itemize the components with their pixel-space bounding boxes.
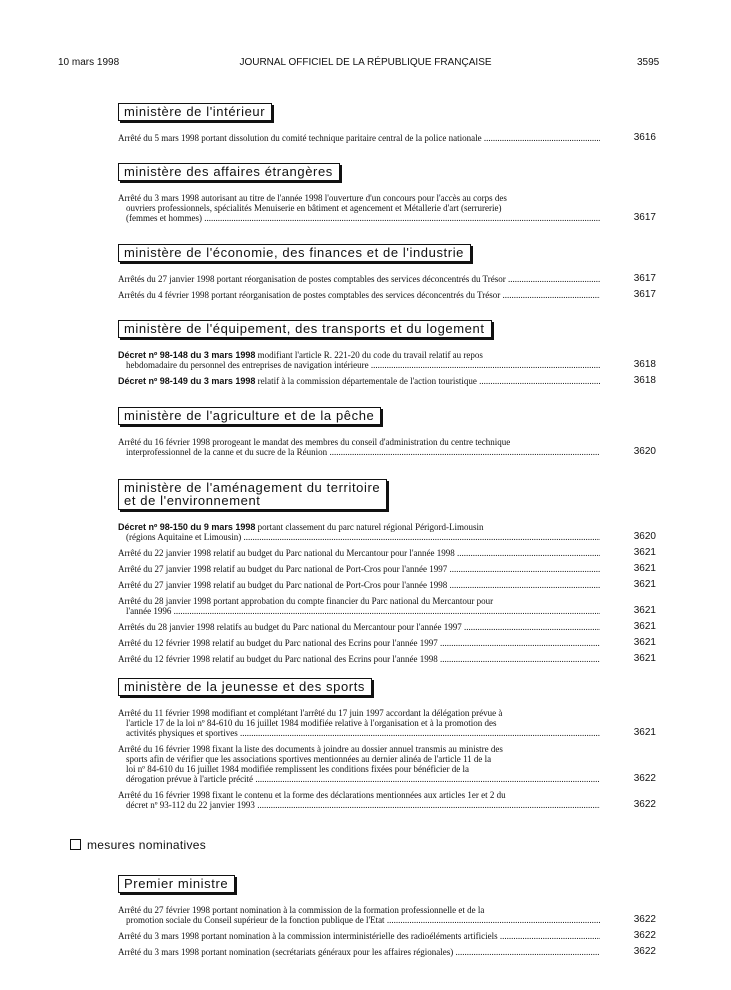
- entry-list: [118, 708, 660, 810]
- entry-text-line: [118, 596, 600, 606]
- entry-line-text: Arrêté du 27 janvier 1998 relatif au budget du Parc national de Port-Cros pour l'année 1998: [118, 580, 448, 590]
- entry-line-text: Arrêté du 11 février 1998 modifiant et complétant l'arrêté du 17 juin 1997 accordant la délégation prévue à: [118, 708, 503, 718]
- entry-list: [118, 905, 660, 957]
- entry-text-line: [118, 622, 600, 632]
- entry-text-line: [118, 774, 600, 784]
- entry-line-text: (femmes et hommes): [126, 213, 202, 223]
- toc-entry[interactable]: [118, 744, 660, 784]
- entry-page-number: 3616: [633, 132, 656, 143]
- entry-page-number: 3621: [633, 579, 656, 590]
- entry-line-text: relatif à la commission départementale de l'action touristique: [255, 376, 477, 386]
- entry-list: [118, 193, 660, 223]
- ministry-title-box: [118, 678, 372, 696]
- entry-line-text: Arrêté du 12 février 1998 relatif au budget du Parc national des Ecrins pour l'année 1998: [118, 654, 438, 664]
- entry-line-text: interprofessionnel de la canne et du sucre de la Réunion: [126, 447, 328, 457]
- entry-text-line: [118, 800, 600, 810]
- toc-entry[interactable]: [118, 580, 660, 590]
- toc-entry[interactable]: [118, 548, 660, 558]
- entry-text-line: [118, 360, 600, 370]
- toc-entry[interactable]: [118, 596, 660, 616]
- toc-entry[interactable]: [118, 274, 660, 284]
- entry-text-line: [118, 915, 600, 925]
- toc-entry[interactable]: [118, 931, 660, 941]
- entry-text-line: [118, 548, 600, 558]
- entry-page-number: 3621: [633, 547, 656, 558]
- entry-text-line: [118, 532, 600, 542]
- checkbox-square-icon: [70, 839, 81, 850]
- mesures-heading: [70, 838, 206, 852]
- decree-reference: Décret nº 98-148 du 3 mars 1998: [118, 350, 256, 360]
- entry-line-text: Arrêtés du 28 janvier 1998 relatifs au budget du Parc national du Mercantour pour l'année 1997: [118, 622, 462, 632]
- ministry-title-box: [118, 479, 387, 510]
- entry-text-line: [118, 376, 600, 386]
- entry-page-number: 3620: [633, 531, 656, 542]
- entry-line-text: Arrêté du 22 janvier 1998 relatif au budget du Parc national du Mercantour pour l'année 1998: [118, 548, 455, 558]
- entry-line-text: Arrêté du 27 janvier 1998 relatif au budget du Parc national de Port-Cros pour l'année 1997: [118, 564, 448, 574]
- entry-page-number: 3620: [633, 446, 656, 457]
- entry-line-text: Arrêté du 3 mars 1998 portant nomination (secrétariats généraux pour les affaires régionales): [118, 947, 454, 957]
- header-page-number: 3595: [637, 57, 660, 68]
- ministry-section: [118, 479, 660, 670]
- entry-text-line: [118, 564, 600, 574]
- entry-line-text: Arrêté du 16 février 1998 fixant le contenu et la forme des déclarations mentionnées aux articles 1er et 2 du: [118, 790, 506, 800]
- entry-page-number: 3621: [633, 637, 656, 648]
- toc-entry[interactable]: [118, 564, 660, 574]
- entry-text-line: [118, 654, 600, 664]
- entry-line-text: ouvriers professionnels, spécialités Menuiserie en bâtiment et agencement et Métallerie d'art (serrurerie): [126, 203, 502, 213]
- entry-line-text: sports afin de vérifier que les associations sportives mentionnées au dernier alinéa de l'article 11 de la: [126, 754, 492, 764]
- entry-text-line: [118, 350, 600, 360]
- entry-page-number: 3622: [633, 914, 656, 925]
- entry-text-line: [118, 522, 600, 532]
- ministry-section: [118, 103, 660, 149]
- toc-entry[interactable]: [118, 193, 660, 223]
- entry-page-number: 3622: [633, 773, 656, 784]
- entry-line-text: dérogation prévue à l'article précité: [126, 774, 254, 784]
- entry-line-text: hebdomadaire du personnel des entreprises de navigation intérieure: [126, 360, 369, 370]
- ministry-section: [118, 320, 660, 392]
- toc-entry[interactable]: [118, 376, 660, 386]
- entry-page-number: 3618: [633, 375, 656, 386]
- ministry-section: [118, 875, 660, 963]
- entry-list: [118, 274, 660, 300]
- header-journal-title: JOURNAL OFFICIEL DE LA RÉPUBLIQUE FRANÇAISE: [239, 57, 492, 68]
- ministry-title-line2: et de l'environnement: [124, 493, 261, 508]
- entry-page-number: 3622: [633, 799, 656, 810]
- entry-line-text: promotion sociale du Conseil supérieur de la fonction publique de l'Etat: [126, 915, 385, 925]
- decree-reference: Décret nº 98-150 du 9 mars 1998: [118, 522, 256, 532]
- entry-text-line: [118, 744, 600, 754]
- ministry-section: [118, 678, 660, 816]
- entry-text-line: [118, 754, 600, 764]
- entry-line-text: Arrêté du 16 février 1998 prorogeant le mandat des membres du conseil d'administration du centre technique: [118, 437, 511, 447]
- entry-text-line: [118, 203, 600, 213]
- entry-text-line: [118, 580, 600, 590]
- toc-entry[interactable]: [118, 622, 660, 632]
- ministry-title: ministère de la jeunesse et des sports: [124, 679, 366, 694]
- toc-entry[interactable]: [118, 905, 660, 925]
- ministry-section: [118, 407, 660, 463]
- entry-line-text: (régions Aquitaine et Limousin): [126, 532, 242, 542]
- ministry-title: ministère de l'économie, des finances et de l'industrie: [124, 245, 465, 260]
- entry-text-line: [118, 133, 600, 143]
- toc-entry[interactable]: [118, 437, 660, 457]
- entry-text-line: [118, 905, 600, 915]
- entry-text-line: [118, 790, 600, 800]
- toc-entry[interactable]: [118, 522, 660, 542]
- entry-page-number: 3622: [633, 946, 656, 957]
- ministry-title-box: [118, 103, 272, 121]
- mesures-title: mesures nominatives: [87, 838, 207, 852]
- toc-entry[interactable]: [118, 654, 660, 664]
- ministry-title: ministère des affaires étrangères: [124, 164, 333, 179]
- entry-line-text: Arrêté du 28 janvier 1998 portant approbation du compte financier du Parc national du Mercantour pour: [118, 596, 494, 606]
- toc-entry[interactable]: [118, 947, 660, 957]
- entry-line-text: Arrêté du 3 mars 1998 portant nomination à la commission interministérielle des radioéléments artificiels: [118, 931, 498, 941]
- entry-page-number: 3621: [633, 605, 656, 616]
- entry-page-number: 3617: [633, 289, 656, 300]
- entry-line-text: Arrêtés du 4 février 1998 portant réorganisation de postes comptables des services déconcentrés du Trésor: [118, 290, 501, 300]
- entry-text-line: [118, 290, 600, 300]
- entry-text-line: [118, 947, 600, 957]
- ministry-title-box: [118, 163, 340, 181]
- entry-line-text: modifiant l'article R. 221-20 du code du travail relatif au repos: [255, 350, 483, 360]
- ministry-title-box: [118, 407, 381, 425]
- entry-page-number: 3622: [633, 930, 656, 941]
- ministry-section: [118, 163, 660, 229]
- entry-line-text: Arrêté du 3 mars 1998 autorisant au titre de l'année 1998 l'ouverture d'un concours pour l'accès au corps des: [118, 193, 507, 203]
- ministry-section: [118, 244, 660, 306]
- toc-entry[interactable]: [118, 790, 660, 810]
- ministry-title-box: [118, 875, 235, 893]
- toc-entry[interactable]: [118, 290, 660, 300]
- entry-line-text: Arrêté du 27 février 1998 portant nomination à la commission de la formation professionnelle et de la: [118, 905, 485, 915]
- ministry-title: ministère de l'aménagement du territoire: [124, 480, 381, 495]
- entry-text-line: [118, 447, 600, 457]
- entry-line-text: loi nº 84-610 du 16 juillet 1984 modifiée remplissent les conditions fixées pour bénéficier de la: [126, 764, 469, 774]
- entry-text-line: [118, 718, 600, 728]
- entry-page-number: 3621: [633, 653, 656, 664]
- entry-line-text: l'article 17 de la loi nº 84-610 du 16 juillet 1984 modifiée relative à l'organisation et à la promotion des: [126, 718, 497, 728]
- toc-entry[interactable]: [118, 638, 660, 648]
- entry-line-text: Arrêté du 5 mars 1998 portant dissolution du comité technique paritaire central de la police nationale: [118, 133, 482, 143]
- entry-page-number: 3621: [633, 563, 656, 574]
- ministry-title-box: [118, 320, 492, 338]
- entry-text-line: [118, 274, 600, 284]
- entry-line-text: l'année 1996: [126, 606, 172, 616]
- entry-line-text: portant classement du parc naturel régional Périgord-Limousin: [255, 522, 484, 532]
- entry-list: [118, 133, 660, 143]
- entry-list: [118, 350, 660, 386]
- entry-text-line: [118, 764, 600, 774]
- entry-line-text: Arrêtés du 27 janvier 1998 portant réorganisation de postes comptables des services déconcentrés du Trésor: [118, 274, 506, 284]
- entry-page-number: 3618: [633, 359, 656, 370]
- entry-text-line: [118, 708, 600, 718]
- entry-page-number: 3621: [633, 727, 656, 738]
- header-date: 10 mars 1998: [58, 57, 120, 68]
- entry-text-line: [118, 437, 600, 447]
- entry-text-line: [118, 606, 600, 616]
- entry-text-line: [118, 728, 600, 738]
- entry-page-number: 3617: [633, 212, 656, 223]
- entry-text-line: [118, 638, 600, 648]
- ministry-title: ministère de l'intérieur: [124, 104, 266, 119]
- entry-text-line: [118, 213, 600, 223]
- ministry-title: ministère de l'agriculture et de la pêche: [124, 408, 375, 423]
- entry-line-text: décret nº 93-112 du 22 janvier 1993: [126, 800, 255, 810]
- ministry-title: ministère de l'équipement, des transports et du logement: [124, 321, 485, 336]
- ministry-title-box: [118, 244, 471, 262]
- entry-text-line: [118, 193, 600, 203]
- entry-line-text: activités physiques et sportives: [126, 728, 238, 738]
- entry-text-line: [118, 931, 600, 941]
- ministry-title: Premier ministre: [124, 876, 229, 891]
- entry-list: [118, 437, 660, 457]
- decree-reference: Décret nº 98-149 du 3 mars 1998: [118, 376, 256, 386]
- entry-page-number: 3621: [633, 621, 656, 632]
- toc-entry[interactable]: [118, 708, 660, 738]
- entry-line-text: Arrêté du 12 février 1998 relatif au budget du Parc national des Ecrins pour l'année 1997: [118, 638, 438, 648]
- toc-entry[interactable]: [118, 350, 660, 370]
- toc-entry[interactable]: [118, 133, 660, 143]
- entry-page-number: 3617: [633, 273, 656, 284]
- entry-line-text: Arrêté du 16 février 1998 fixant la liste des documents à joindre au dossier annuel transmis au ministre des: [118, 744, 503, 754]
- entry-list: [118, 522, 660, 664]
